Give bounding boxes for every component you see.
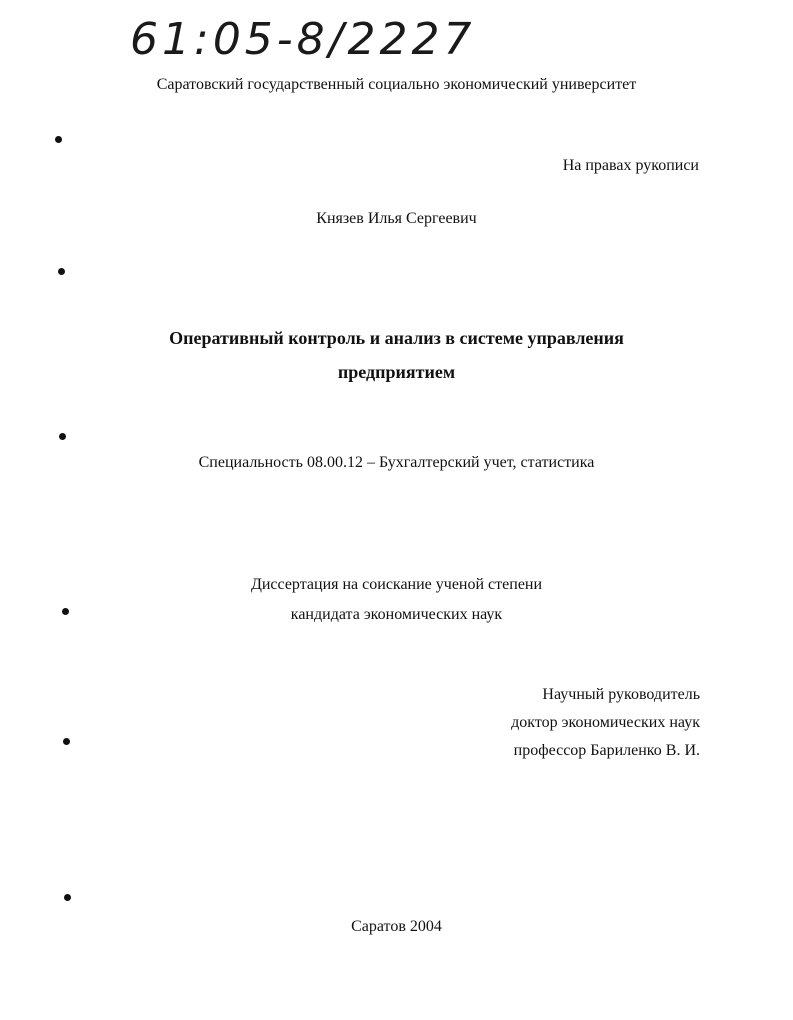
supervisor-line-1: Научный руководитель: [542, 686, 700, 703]
dissertation-title: [0, 321, 793, 389]
dissertation-degree: [0, 570, 793, 630]
title-line-2: предприятием: [337, 362, 456, 382]
binder-hole-mark: [63, 738, 70, 745]
author-name: Князев Илья Сергеевич: [316, 210, 477, 227]
university-name: Саратовский государственный социально экономический университет: [156, 76, 637, 93]
city-year: Саратов 2004: [351, 918, 442, 935]
binder-hole-mark: [59, 433, 66, 440]
title-line-1: Оперативный контроль и анализ в системе управления: [169, 328, 624, 348]
specialty: Специальность 08.00.12 – Бухгалтерский учет, статистика: [198, 454, 595, 471]
supervisor-line-3: профессор Бариленко В. И.: [513, 742, 700, 759]
degree-line-2: кандидата экономических наук: [290, 606, 503, 623]
supervisor-block: [400, 681, 700, 765]
degree-line-1: Диссертация на соискание ученой степени: [250, 576, 543, 593]
binder-hole-mark: [55, 136, 62, 143]
binder-hole-mark: [64, 894, 71, 901]
binder-hole-mark: [58, 268, 65, 275]
supervisor-line-2: доктор экономических наук: [511, 714, 700, 731]
manuscript-rights-label: На правах рукописи: [562, 157, 699, 174]
handwritten-archive-number: 61:05-8/2227: [130, 14, 476, 65]
